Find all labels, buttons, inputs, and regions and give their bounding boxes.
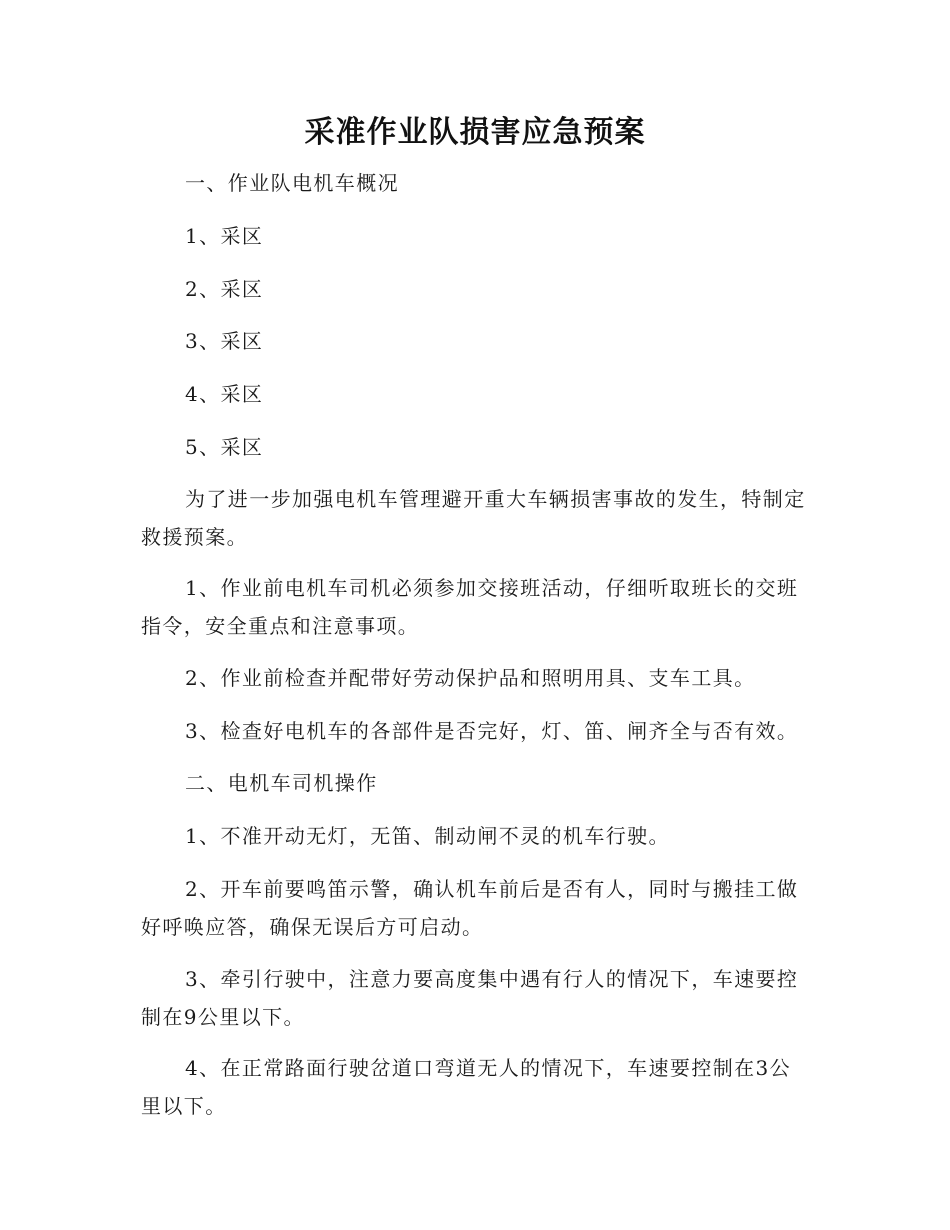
operation-paragraph-4: 4、在正常路面行驶岔道口弯道无人的情况下，车速要控制在3公里以下。 — [141, 1056, 792, 1118]
list-item-area-2: 2、采区 — [185, 277, 264, 301]
list-item-area-4: 4、采区 — [185, 382, 264, 406]
list-item-area-3: 3、采区 — [185, 329, 264, 353]
rule-paragraph-1: 1、作业前电机车司机必须参加交接班活动，仔细听取班长的交班指令，安全重点和注意事项。 — [141, 576, 799, 638]
operation-paragraph-1: 1、不准开动无灯，无笛、制动闸不灵的机车行驶。 — [185, 824, 670, 848]
list-item-area-5: 5、采区 — [185, 435, 264, 459]
list-item-area-1: 1、采区 — [185, 224, 264, 248]
operation-paragraph-2: 2、开车前要鸣笛示警，确认机车前后是否有人，同时与搬挂工做好呼唤应答，确保无误后方可启动。 — [141, 877, 799, 939]
section-heading-overview: 一、作业队电机车概况 — [185, 171, 399, 195]
rule-paragraph-3: 3、检查好电机车的各部件是否完好，灯、笛、闸齐全与否有效。 — [185, 719, 799, 743]
intro-paragraph: 为了进一步加强电机车管理避开重大车辆损害事故的发生，特制定救援预案。 — [141, 487, 806, 549]
section-heading-operation: 二、电机车司机操作 — [185, 771, 378, 795]
rule-paragraph-2: 2、作业前检查并配带好劳动保护品和照明用具、支车工具。 — [185, 666, 756, 690]
operation-paragraph-3: 3、牵引行驶中，注意力要高度集中遇有行人的情况下，车速要控制在9公里以下。 — [141, 967, 799, 1029]
document-title: 采准作业队损害应急预案 — [304, 115, 646, 150]
